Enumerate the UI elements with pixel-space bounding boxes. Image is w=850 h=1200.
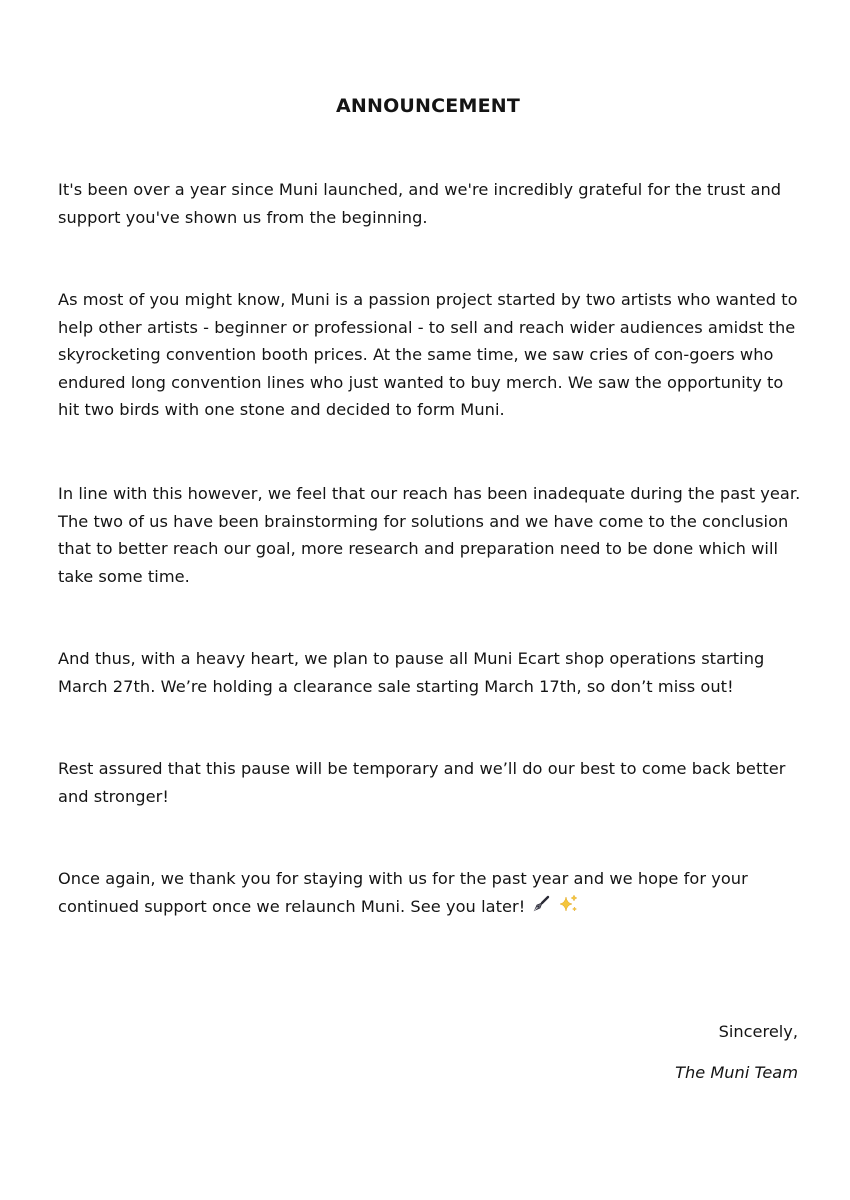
signature-text: The Muni Team [675, 1063, 798, 1082]
paragraph-thanks-text: Once again, we thank you for staying with us for the past year and we hope for your continued support once we relaunch Muni. See you later! [58, 869, 748, 916]
sparkles-icon [557, 894, 579, 914]
signoff-text: Sincerely, [718, 1022, 798, 1041]
paragraph-pause-notice: And thus, with a heavy heart, we plan to pause all Muni Ecart shop operations starting March 27th. We’re holding a clearance sale starting March 17th, so don’t miss out! [58, 649, 765, 696]
paragraph-intro: It's been over a year since Muni launched, and we're incredibly grateful for the trust and support you've shown us from the beginning. [58, 180, 782, 227]
paragraph-reassurance: Rest assured that this pause will be temporary and we’ll do our best to come back better and stronger! [58, 759, 786, 806]
paragraph-background: As most of you might know, Muni is a passion project started by two artists who wanted to help other artists - beginner or professional - to sell and reach wider audiences amidst the skyrocketing convention booth prices. At the same time, we saw cries of con-goers who endured long convention lines who just wanted to buy merch. We saw the opportunity to hit two birds with one stone and decided to form Muni. [58, 290, 798, 420]
paragraph-reach: In line with this however, we feel that our reach has been inadequate during the past year. The two of us have been brainstorming for solutions and we have come to the conclusion that to better reach our goal, more research and preparation need to be done which will take some time. [58, 484, 801, 586]
fountain-pen-icon [531, 894, 551, 914]
paragraph-thanks [58, 865, 808, 920]
page-title: ANNOUNCEMENT [335, 95, 521, 117]
